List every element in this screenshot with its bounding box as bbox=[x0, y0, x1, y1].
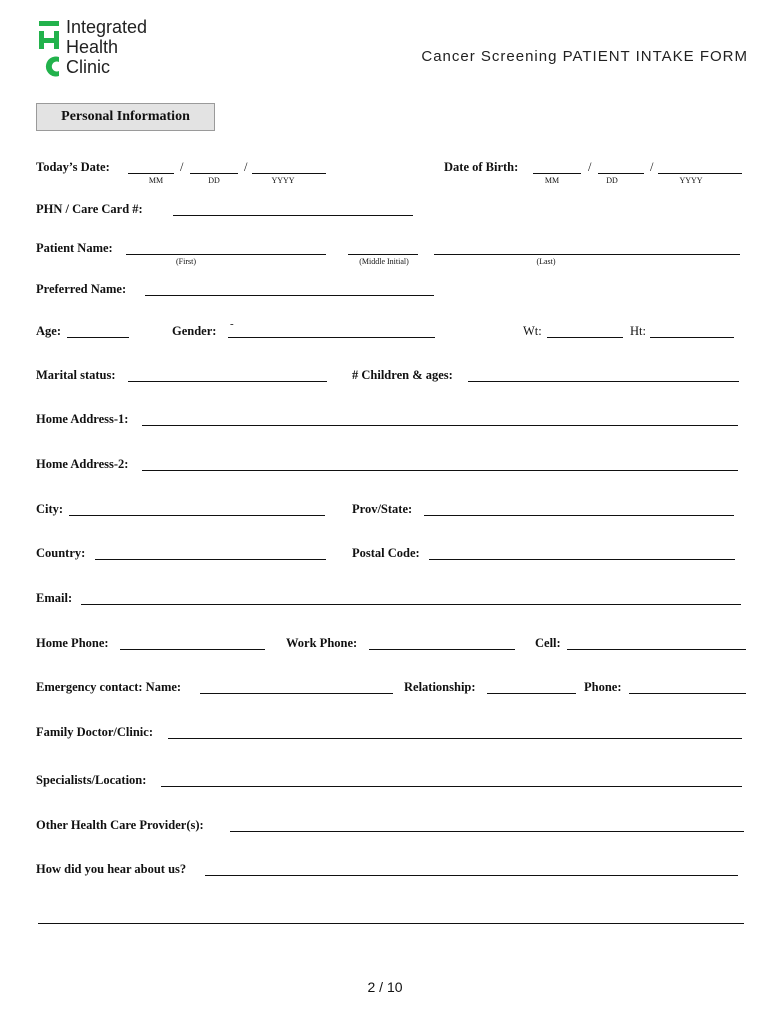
emergency-phone-field[interactable] bbox=[629, 693, 746, 694]
dob-dd-field[interactable] bbox=[598, 173, 644, 174]
city-field[interactable] bbox=[69, 515, 325, 516]
work-phone-field[interactable] bbox=[369, 649, 515, 650]
emergency-label: Emergency contact: Name: bbox=[36, 680, 182, 694]
age-field[interactable] bbox=[67, 337, 129, 338]
clinic-logo bbox=[36, 18, 166, 78]
family-doctor-label: Family Doctor/Clinic: bbox=[36, 725, 153, 739]
home-address-1-label: Home Address-1: bbox=[36, 412, 129, 426]
how-heard-extra-field[interactable] bbox=[38, 923, 744, 924]
cell-label: Cell: bbox=[535, 636, 561, 650]
home-address-2-label: Home Address-2: bbox=[36, 457, 129, 471]
todays-date-mm-field[interactable] bbox=[128, 173, 174, 174]
row-phones bbox=[36, 636, 748, 652]
last-name-field[interactable] bbox=[434, 254, 740, 255]
relationship-field[interactable] bbox=[487, 693, 576, 694]
prov-field[interactable] bbox=[424, 515, 734, 516]
todays-date-label: Today’s Date: bbox=[36, 160, 110, 174]
emergency-name-field[interactable] bbox=[200, 693, 393, 694]
marital-label: Marital status: bbox=[36, 368, 116, 382]
first-hint: (First) bbox=[176, 257, 196, 266]
postal-label: Postal Code: bbox=[352, 546, 420, 560]
specialists-field[interactable] bbox=[161, 786, 742, 787]
age-label: Age: bbox=[36, 324, 61, 338]
date-mm-hint: MM bbox=[148, 176, 164, 185]
form-title: Cancer Screening PATIENT INTAKE FORM bbox=[421, 48, 748, 65]
how-heard-label: How did you hear about us? bbox=[36, 862, 187, 876]
dob-dd-hint: DD bbox=[606, 176, 618, 185]
row-email bbox=[36, 591, 748, 607]
ht-label: Ht: bbox=[630, 324, 646, 338]
patient-name-label: Patient Name: bbox=[36, 241, 113, 255]
preferred-name-field[interactable] bbox=[145, 295, 434, 296]
cell-field[interactable] bbox=[567, 649, 746, 650]
home-phone-label: Home Phone: bbox=[36, 636, 109, 650]
row-city bbox=[36, 502, 748, 518]
row-phn bbox=[36, 202, 748, 218]
row-patient-name bbox=[36, 241, 748, 266]
row-family-doctor bbox=[36, 725, 748, 741]
height-field[interactable] bbox=[650, 337, 734, 338]
row-how-heard bbox=[36, 862, 748, 878]
home-address-1-field[interactable] bbox=[142, 425, 738, 426]
logo-line-1: Integrated bbox=[66, 17, 148, 37]
city-label: City: bbox=[36, 502, 64, 516]
dob-mm-hint: MM bbox=[544, 176, 560, 185]
row-emergency bbox=[36, 680, 748, 696]
marital-field[interactable] bbox=[128, 381, 327, 382]
gender-label: Gender: bbox=[172, 324, 217, 338]
relationship-label: Relationship: bbox=[404, 680, 476, 694]
todays-date-dd-field[interactable] bbox=[190, 173, 238, 174]
preferred-name-label: Preferred Name: bbox=[36, 282, 127, 296]
country-field[interactable] bbox=[95, 559, 326, 560]
section-personal-information: Personal Information bbox=[36, 103, 215, 131]
gender-field[interactable] bbox=[228, 337, 435, 338]
row-other-providers bbox=[36, 818, 748, 834]
row-dates: Today’s Date: / / MM DD YYYY Date of Birth: / / MM DD YYYY bbox=[36, 160, 748, 176]
phn-label: PHN / Care Card #: bbox=[36, 202, 143, 216]
row-country bbox=[36, 546, 748, 562]
wt-label: Wt: bbox=[523, 324, 542, 338]
dob-mm-field[interactable] bbox=[533, 173, 581, 174]
children-label: # Children & ages: bbox=[352, 368, 453, 382]
ihc-logo-icon bbox=[38, 21, 60, 77]
family-doctor-field[interactable] bbox=[168, 738, 742, 739]
other-providers-label: Other Health Care Provider(s): bbox=[36, 818, 204, 832]
row-preferred-name bbox=[36, 282, 748, 298]
dob-yyyy-hint: YYYY bbox=[679, 176, 703, 185]
date-yyyy-hint: YYYY bbox=[271, 176, 295, 185]
logo-line-2: Health bbox=[66, 37, 119, 57]
row-home-address-2 bbox=[36, 457, 748, 473]
row-marital bbox=[36, 368, 748, 384]
phn-field[interactable] bbox=[173, 215, 413, 216]
middle-hint: (Middle Initial) bbox=[359, 257, 409, 266]
prov-label: Prov/State: bbox=[352, 502, 413, 516]
specialists-label: Specialists/Location: bbox=[36, 773, 147, 787]
last-hint: (Last) bbox=[536, 257, 556, 266]
home-phone-field[interactable] bbox=[120, 649, 265, 650]
country-label: Country: bbox=[36, 546, 86, 560]
first-name-field[interactable] bbox=[126, 254, 326, 255]
email-label: Email: bbox=[36, 591, 73, 605]
row-specialists bbox=[36, 773, 748, 789]
other-providers-field[interactable] bbox=[230, 831, 744, 832]
home-address-2-field[interactable] bbox=[142, 470, 738, 471]
row-home-address-1 bbox=[36, 412, 748, 428]
dob-yyyy-field[interactable] bbox=[658, 173, 742, 174]
work-phone-label: Work Phone: bbox=[286, 636, 358, 650]
logo-line-3: Clinic bbox=[66, 57, 111, 77]
todays-date-yyyy-field[interactable] bbox=[252, 173, 326, 174]
middle-initial-field[interactable] bbox=[348, 254, 418, 255]
row-extra-line bbox=[36, 910, 748, 926]
postal-field[interactable] bbox=[429, 559, 735, 560]
how-heard-field[interactable] bbox=[205, 875, 738, 876]
page-number: 2 / 10 bbox=[367, 979, 403, 995]
weight-field[interactable] bbox=[547, 337, 623, 338]
gender-value: - bbox=[230, 318, 234, 330]
email-field[interactable] bbox=[81, 604, 741, 605]
phone-label: Phone: bbox=[584, 680, 622, 694]
row-age-gender bbox=[36, 318, 748, 340]
date-dd-hint: DD bbox=[208, 176, 220, 185]
dob-label: Date of Birth: bbox=[444, 160, 519, 174]
children-field[interactable] bbox=[468, 381, 739, 382]
